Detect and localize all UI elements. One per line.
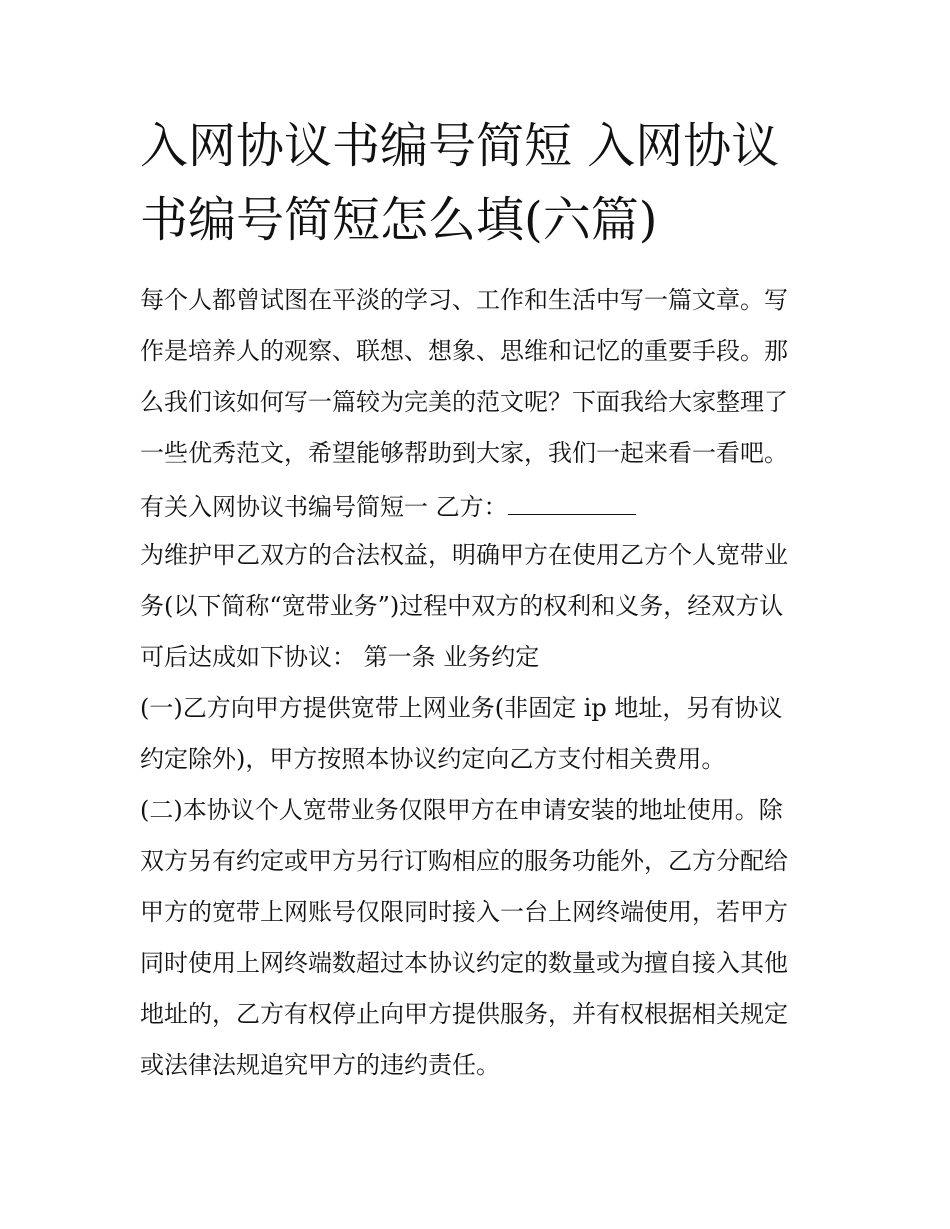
party-b-blank-line (508, 492, 636, 515)
section-heading-text: 有关入网协议书编号简短一 乙方： (140, 493, 508, 521)
body-line: 或法律法规追究甲方的违约责任。 (140, 1051, 500, 1079)
body-line: 同时使用上网终端数超过本协议约定的数量或为擅自接入其他 (140, 949, 788, 977)
body-line: 一些优秀范文，希望能够帮助到大家，我们一起来看一看吧。 (140, 439, 788, 467)
body-line: (二)本协议个人宽带业务仅限甲方在申请安装的地址使用。除 (140, 796, 783, 824)
body-line: 地址的，乙方有权停止向甲方提供服务，并有权根据相关规定 (140, 1000, 788, 1028)
body-line: 么我们该如何写一篇较为完美的范文呢？下面我给大家整理了 (140, 388, 788, 416)
body-line: 作是培养人的观察、联想、想象、思维和记忆的重要手段。那 (140, 337, 788, 365)
document-title-line-1: 入网协议书编号简短 入网协议 (140, 118, 780, 174)
body-line: 务(以下简称“宽带业务”)过程中双方的权利和义务，经双方认 (140, 592, 784, 620)
body-line: 每个人都曾试图在平淡的学习、工作和生活中写一篇文章。写 (140, 286, 788, 314)
body-line: 可后达成如下协议： 第一条 业务约定 (140, 643, 540, 671)
body-line: 甲方的宽带上网账号仅限同时接入一台上网终端使用，若甲方 (140, 898, 788, 926)
section-heading-line (140, 492, 636, 519)
body-line: 双方另有约定或甲方另行订购相应的服务功能外，乙方分配给 (140, 847, 788, 875)
document-title-line-2: 书编号简短怎么填(六篇) (140, 192, 658, 248)
body-line: 约定除外)，甲方按照本协议约定向乙方支付相关费用。 (140, 745, 726, 773)
body-line: 为维护甲乙双方的合法权益，明确甲方在使用乙方个人宽带业 (140, 541, 788, 569)
body-line: (一)乙方向甲方提供宽带上网业务(非固定 ip 地址，另有协议 (140, 694, 783, 722)
